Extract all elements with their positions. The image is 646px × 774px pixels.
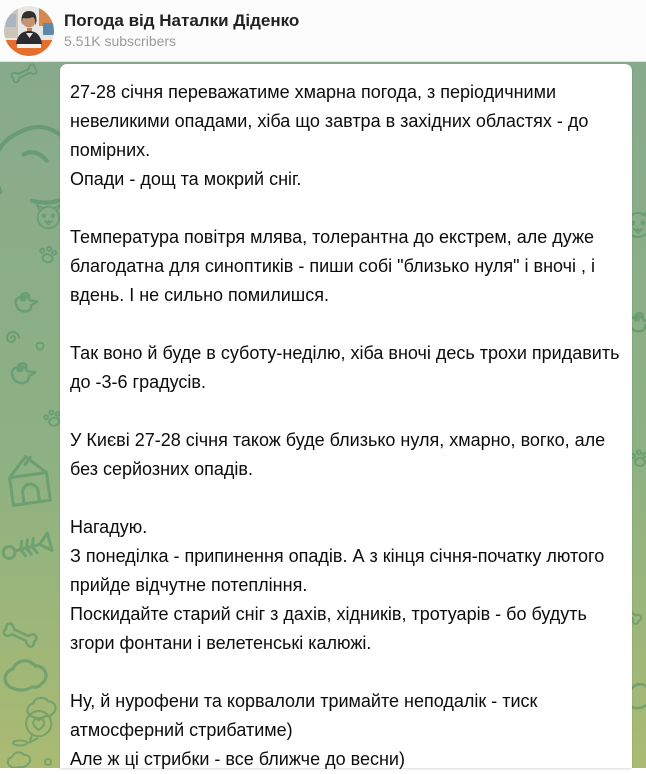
message-line: Поскидайте старий сніг з дахів, хідників, тротуарів - бо будуть згори фонтани і велетенські калюжі. xyxy=(70,604,587,653)
channel-subscribers: 5.51K subscribers xyxy=(64,33,177,49)
channel-title: Погода від Наталки Діденко xyxy=(64,11,300,30)
message-line: Опади - дощ та мокрий сніг. xyxy=(70,169,302,189)
message-paragraph xyxy=(70,223,622,310)
message-line: Але ж ці стрибки - все ближче до весни) xyxy=(70,749,405,769)
chat-area xyxy=(0,62,646,768)
message-bubble[interactable] xyxy=(60,64,632,768)
message-paragraph xyxy=(70,78,622,194)
message-line: Так воно й буде в суботу-неділю, хіба вночі десь трохи придавить до -3-6 градусів. xyxy=(70,343,620,392)
channel-avatar-image xyxy=(4,6,54,56)
message-line: У Києві 27-28 січня також буде близько нуля, хмарно, вогко, але без серйозних опадів. xyxy=(70,430,606,479)
message-line: Ну, й нурофени та корвалоли тримайте неподалік - тиск атмосферний стрибатиме) xyxy=(70,691,538,740)
message-line: Температура повітря млява, толерантна до екстрем, але дуже благодатна для синоптиків - пиши собі "близько нуля" і вночі , і вдень. І не сильно помилишся. xyxy=(70,227,596,305)
message-paragraph xyxy=(70,687,622,774)
channel-header-text xyxy=(64,10,299,51)
channel-header[interactable] xyxy=(0,0,646,62)
message-line: 27-28 січня переважатиме хмарна погода, з періодичними невеликими опадами, хіба що завтра в західних областях - до помірних. xyxy=(70,82,589,160)
message-paragraph xyxy=(70,426,622,484)
message-paragraph xyxy=(70,339,622,397)
message-line: З понеділка - припинення опадів. А з кінця січня-початку лютого прийде відчутне потепління. xyxy=(70,546,605,595)
channel-avatar[interactable] xyxy=(4,6,54,56)
message-line: Нагадую. xyxy=(70,517,148,537)
message-paragraph xyxy=(70,513,622,658)
